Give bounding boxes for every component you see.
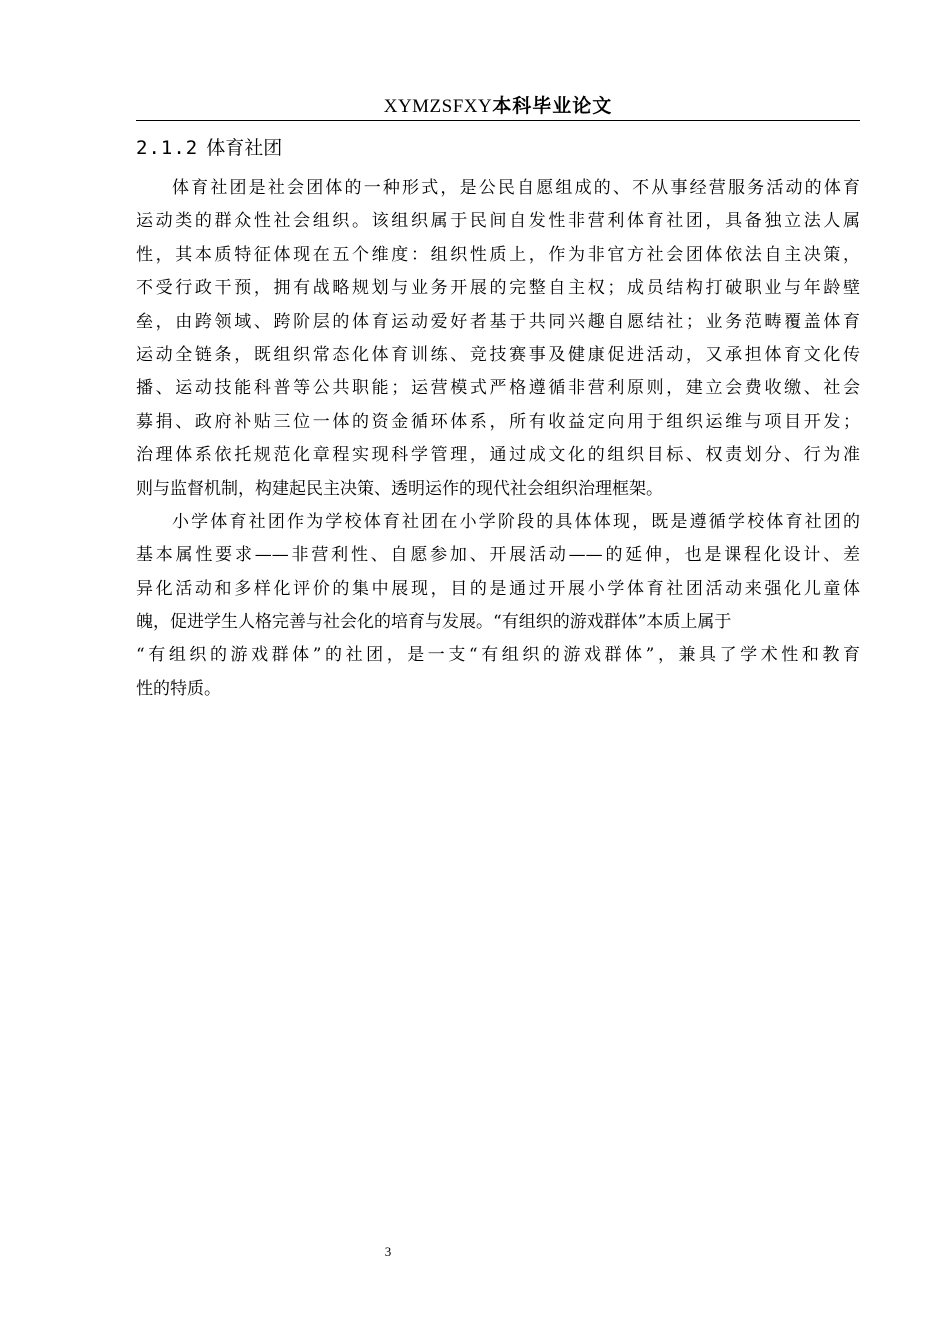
paragraph-1 bbox=[136, 172, 860, 506]
paragraph-line: “有组织的游戏群体”的社团，是一支“有组织的游戏群体”，兼具了学术性和教育 bbox=[136, 645, 860, 666]
paragraph-line: 基本属性要求——非营利性、自愿参加、开展活动——的延伸，也是课程化设计、差 bbox=[136, 545, 860, 566]
paragraph-line: 则与监督机制，构建起民主决策、透明运作的现代社会组织治理框架。 bbox=[136, 478, 663, 499]
paragraph-2 bbox=[136, 506, 860, 706]
body-text bbox=[136, 172, 860, 706]
paragraph-line: 小学体育社团作为学校体育社团在小学阶段的具体体现，既是遵循学校体育社团的 bbox=[172, 511, 860, 532]
header-thesis-title: 本科毕业论文 bbox=[492, 95, 613, 117]
paragraph-line: 异化活动和多样化评价的集中展现，目的是通过开展小学体育社团活动来强化儿童体 bbox=[136, 578, 860, 599]
section-heading bbox=[136, 134, 282, 162]
paragraph-line: 运动全链条，既组织常态化体育训练、竞技赛事及健康促进活动，又承担体育文化传 bbox=[136, 344, 860, 365]
paragraph-line: 治理体系依托规范化章程实现科学管理，通过成文化的组织目标、权责划分、行为准 bbox=[136, 445, 860, 466]
section-title: 体育社团 bbox=[206, 137, 283, 159]
header-school-code: XYMZSFXY bbox=[383, 96, 493, 117]
paragraph-line: 募捐、政府补贴三位一体的资金循环体系，所有收益定向用于组织运维与项目开发； bbox=[136, 411, 860, 432]
paragraph-line: 体育社团是社会团体的一种形式，是公民自愿组成的、不从事经营服务活动的体育 bbox=[172, 178, 860, 198]
paragraph-line: 性的特质。 bbox=[136, 678, 221, 699]
paragraph-line: 运动类的群众性社会组织。该组织属于民间自发性非营利体育社团，具备独立法人属 bbox=[136, 211, 860, 232]
paragraph-line: 魄，促进学生人格完善与社会化的培育与发展。“有组织的游戏群体”本质上属于 bbox=[136, 612, 732, 633]
page-header bbox=[136, 92, 860, 121]
paragraph-line: 播、运动技能科普等公共职能；运营模式严格遵循非营利原则，建立会费收缴、社会 bbox=[136, 378, 860, 399]
paragraph-line: 不受行政干预，拥有战略规划与业务开展的完整自主权；成员结构打破职业与年龄壁 bbox=[136, 278, 860, 299]
paragraph-line: 垒，由跨领域、跨阶层的体育运动爱好者基于共同兴趣自愿结社；业务范畴覆盖体育 bbox=[136, 311, 860, 332]
section-number: 2.1.2 bbox=[136, 137, 199, 159]
page-number: 3 bbox=[384, 1244, 392, 1259]
paragraph-line: 性，其本质特征体现在五个维度：组织性质上，作为非官方社会团体依法自主决策， bbox=[136, 244, 860, 265]
